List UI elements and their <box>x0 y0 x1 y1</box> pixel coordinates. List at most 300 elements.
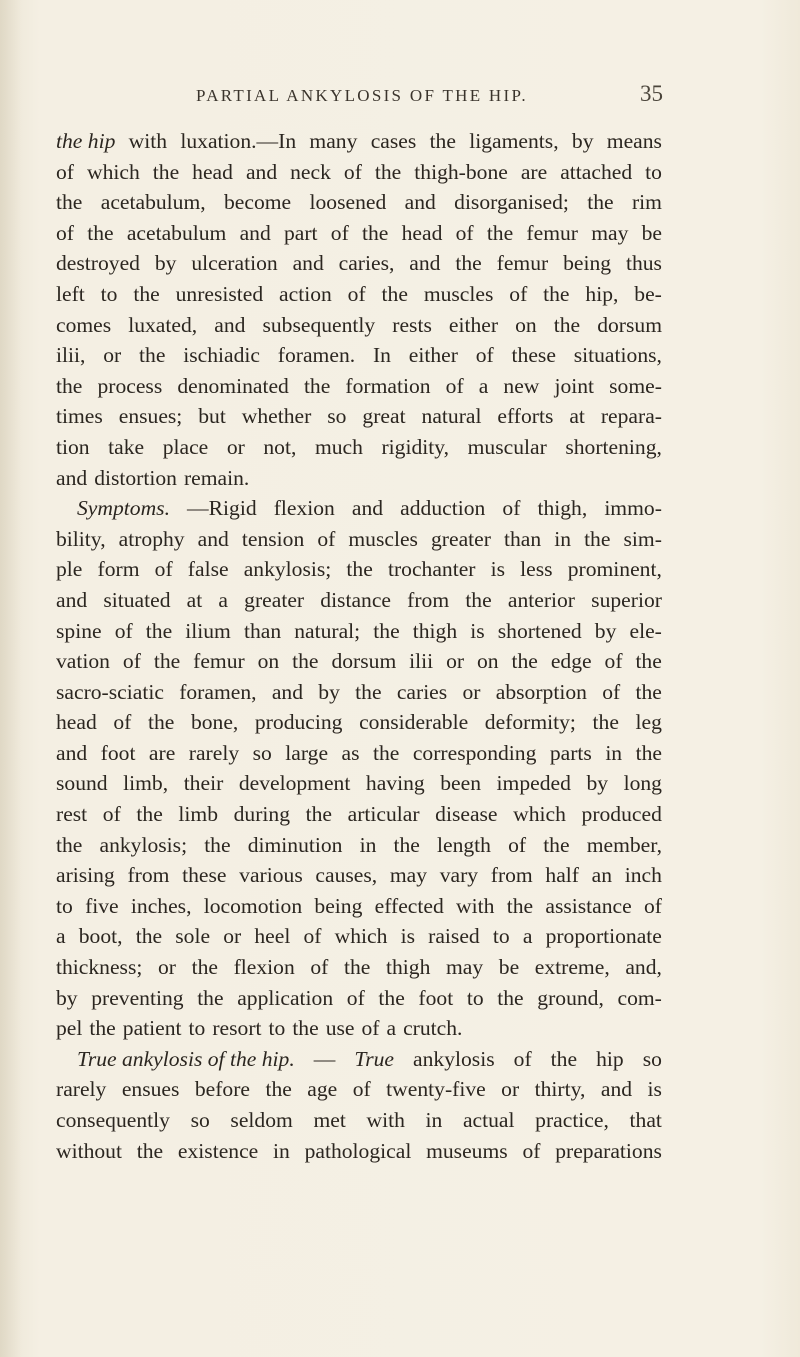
word: whether <box>241 404 312 429</box>
word: form <box>97 557 140 582</box>
word: of <box>56 220 74 245</box>
word: resort <box>212 1016 262 1041</box>
word: and <box>409 251 441 276</box>
word: greater <box>431 526 491 551</box>
italic-word: Symptoms. <box>77 496 170 521</box>
word: or <box>226 434 245 459</box>
word: sole <box>175 924 211 949</box>
italic-word: True <box>354 1046 394 1071</box>
word: of <box>513 1046 532 1071</box>
word: as <box>341 740 360 765</box>
word: thirty, <box>534 1077 586 1102</box>
word: ligaments, <box>469 129 559 153</box>
word: the <box>429 129 456 153</box>
word: bility, <box>56 526 106 551</box>
text-line <box>56 1136 662 1167</box>
word: the <box>145 618 173 643</box>
word: neck <box>290 159 331 184</box>
word: of <box>122 649 141 674</box>
word: foot <box>100 740 136 765</box>
word: remain. <box>183 465 250 490</box>
word: rests <box>392 312 432 337</box>
text-line <box>56 432 662 463</box>
word: the <box>147 710 175 735</box>
word: tion <box>56 434 90 459</box>
word: formation <box>345 373 431 398</box>
word: of <box>114 618 133 643</box>
word: the <box>543 281 570 306</box>
word: in <box>554 526 572 551</box>
word: on <box>257 649 280 674</box>
word: the <box>133 281 160 306</box>
text-line <box>56 983 662 1014</box>
word: bone, <box>190 710 239 735</box>
word: the <box>191 955 218 980</box>
word: raised <box>428 924 480 949</box>
word: existence <box>177 1138 259 1163</box>
word: and <box>197 526 229 551</box>
text-line <box>56 677 662 708</box>
word: that <box>629 1108 662 1132</box>
word: and <box>239 220 271 245</box>
word: of <box>347 281 366 306</box>
word: atrophy <box>118 526 185 551</box>
word: less <box>520 557 553 582</box>
word: repara- <box>600 404 662 429</box>
word: effected <box>374 893 444 918</box>
word: to <box>492 924 510 949</box>
word: or <box>223 924 242 949</box>
word: the <box>506 893 534 918</box>
word: being <box>314 893 363 918</box>
word: of <box>317 526 336 551</box>
word: the <box>635 649 662 674</box>
text-line <box>56 738 662 769</box>
text-line <box>56 493 662 524</box>
text-line <box>56 371 662 402</box>
word: luxated, <box>128 312 198 337</box>
word: and <box>292 251 324 276</box>
word: many <box>309 129 358 153</box>
word: com- <box>617 985 662 1010</box>
text-line <box>56 952 662 983</box>
word: articular <box>347 802 420 827</box>
word: five <box>85 893 119 918</box>
word: the <box>584 526 611 551</box>
word: become <box>224 190 292 215</box>
word: impeded <box>496 771 571 796</box>
word: denominated <box>177 373 289 398</box>
word: vation <box>56 649 110 674</box>
word: ensues <box>121 1077 180 1102</box>
text-line <box>56 585 662 616</box>
word: of <box>508 832 527 857</box>
word: luxation.—In <box>180 129 297 153</box>
word: boot, <box>78 924 123 949</box>
word: their <box>183 771 224 796</box>
word: great <box>362 404 406 429</box>
word: caries <box>396 679 448 704</box>
word: which <box>87 159 140 184</box>
page-gutter-shadow <box>0 0 22 1357</box>
word: the <box>355 679 382 704</box>
word: natural; <box>294 618 361 643</box>
word: of <box>445 373 464 398</box>
text-line <box>56 1044 662 1075</box>
word: the <box>362 220 389 245</box>
word: of <box>330 220 349 245</box>
word: during <box>233 802 290 827</box>
word: than <box>503 526 542 551</box>
word: so <box>327 404 347 429</box>
page-header <box>0 81 800 110</box>
word: or <box>462 679 481 704</box>
word: the <box>305 802 332 827</box>
word: to <box>56 893 73 918</box>
word: attached <box>560 159 633 184</box>
word: parts <box>549 740 592 765</box>
word: either <box>448 312 499 337</box>
word: so <box>642 1046 662 1071</box>
text-line <box>56 830 662 861</box>
word: flexion <box>233 955 295 980</box>
word: false <box>187 557 229 582</box>
word: is <box>470 618 485 643</box>
word: dorsum <box>331 649 397 674</box>
word: situated <box>103 587 171 612</box>
word: muscles <box>348 526 418 551</box>
running-title: PARTIAL ANKYLOSIS OF THE HIP. <box>196 86 528 105</box>
word: so <box>190 1108 210 1132</box>
word: these <box>511 343 556 368</box>
word: of <box>602 679 621 704</box>
word: in <box>425 1108 443 1132</box>
word: absorption <box>495 679 587 704</box>
word: heel <box>254 924 291 949</box>
word: preventing <box>91 985 184 1010</box>
word: ankylosis; <box>243 557 332 582</box>
word: much <box>314 434 363 459</box>
word: edge <box>550 649 592 674</box>
word: to <box>188 1016 206 1041</box>
word: the <box>381 281 408 306</box>
word: a <box>522 924 533 949</box>
word: corresponding <box>412 740 537 765</box>
word: by <box>318 679 340 704</box>
word: the <box>553 312 581 337</box>
word: various <box>239 863 303 888</box>
word: from <box>490 863 533 888</box>
text-line <box>56 554 662 585</box>
word: long <box>623 771 662 796</box>
word: the <box>465 587 492 612</box>
word: times <box>56 404 103 429</box>
word: may <box>389 863 428 888</box>
word: with <box>456 893 495 918</box>
word: the <box>56 373 83 398</box>
word: the <box>378 985 405 1010</box>
word: are <box>148 740 176 765</box>
word: by <box>571 129 594 153</box>
word: ilium <box>185 618 231 643</box>
word: ple <box>56 557 83 582</box>
word: cases <box>370 129 417 153</box>
word: ele- <box>629 618 662 643</box>
word: than <box>243 618 282 643</box>
page-number: 35 <box>640 81 663 106</box>
word: of <box>475 343 494 368</box>
word: preparations <box>555 1138 662 1163</box>
word: ulceration <box>191 251 278 276</box>
word: disease <box>435 802 498 827</box>
word: the <box>56 190 83 215</box>
word: an <box>591 863 613 888</box>
word: to <box>645 159 662 184</box>
word: of <box>343 159 362 184</box>
word: the <box>135 924 163 949</box>
word: and <box>600 1077 633 1102</box>
word: diminution <box>247 832 343 857</box>
word: rarely <box>56 1077 107 1102</box>
body-text <box>56 126 662 1166</box>
word: greater <box>244 587 305 612</box>
word: the <box>592 710 619 735</box>
word: is <box>490 557 506 582</box>
word: some- <box>609 373 662 398</box>
word: application <box>237 985 334 1010</box>
word: femur <box>193 649 245 674</box>
text-line <box>56 891 662 922</box>
word: of <box>346 985 365 1010</box>
word: the <box>292 1016 319 1041</box>
word: producing <box>254 710 343 735</box>
word: actual <box>462 1108 515 1132</box>
word: member, <box>586 832 662 857</box>
word: of <box>102 802 121 827</box>
word: rim <box>631 190 662 215</box>
word: ensues; <box>118 404 183 429</box>
word: and <box>404 190 436 215</box>
word: be- <box>634 281 662 306</box>
word: the <box>486 220 514 245</box>
word: shortened <box>497 618 582 643</box>
word: are <box>520 159 548 184</box>
word: the <box>346 557 373 582</box>
word: the <box>265 1077 292 1102</box>
word: comes <box>56 312 112 337</box>
word: thigh, <box>537 496 588 521</box>
word: part <box>283 220 318 245</box>
word: leg <box>635 710 662 735</box>
word: may <box>445 955 484 980</box>
word: of <box>455 220 474 245</box>
word: of <box>604 649 623 674</box>
word: consequently <box>56 1108 170 1132</box>
word: foramen, <box>179 679 257 704</box>
word: sound <box>56 771 108 796</box>
word: muscular <box>467 434 547 459</box>
word: thus <box>625 251 662 276</box>
text-line <box>56 1013 662 1044</box>
word: situations, <box>573 343 662 368</box>
word: the <box>153 649 181 674</box>
text-line <box>56 401 662 432</box>
word: be <box>498 955 520 980</box>
word: anterior <box>507 587 576 612</box>
word: hip, <box>585 281 619 306</box>
word: of <box>154 557 173 582</box>
word: the <box>587 190 614 215</box>
word: not, <box>263 434 297 459</box>
word: acetabulum <box>126 220 227 245</box>
word: proportionate <box>545 924 662 949</box>
word: or <box>157 955 176 980</box>
word: the <box>374 159 402 184</box>
word: subsequently <box>262 312 376 337</box>
word: distance <box>320 587 392 612</box>
word: process <box>97 373 163 398</box>
word: the <box>343 955 371 980</box>
word: immo- <box>604 496 662 521</box>
word: In <box>372 343 391 368</box>
text-line <box>56 248 662 279</box>
word: patient <box>122 1016 182 1041</box>
word: the <box>635 740 662 765</box>
word: destroyed <box>56 251 140 276</box>
word: the <box>543 832 570 857</box>
word: limb <box>178 802 218 827</box>
word: sacro-sciatic <box>56 679 164 704</box>
text-line <box>56 799 662 830</box>
word: the <box>511 649 538 674</box>
word: before <box>194 1077 250 1102</box>
word: the <box>139 343 166 368</box>
word: by <box>154 251 177 276</box>
word: sim- <box>623 526 662 551</box>
word: locomotion <box>203 893 303 918</box>
word: the <box>204 832 231 857</box>
word: of <box>113 710 132 735</box>
text-line <box>56 616 662 647</box>
word: rigidity, <box>381 434 450 459</box>
word: deformity; <box>484 710 576 735</box>
word: of <box>56 159 74 184</box>
text-line <box>56 157 662 188</box>
word: prominent, <box>567 557 662 582</box>
word: and <box>56 587 88 612</box>
word: either <box>408 343 458 368</box>
word: foot <box>418 985 454 1010</box>
word: distortion <box>94 465 177 490</box>
word: muscles <box>423 281 494 306</box>
text-line <box>56 218 662 249</box>
word: is <box>400 924 415 949</box>
word: thigh-bone <box>414 159 508 184</box>
word: use <box>325 1016 355 1041</box>
word: new <box>503 373 540 398</box>
word: in <box>273 1138 290 1163</box>
word: natural <box>421 404 482 429</box>
word: length <box>436 832 491 857</box>
word: assistance <box>545 893 632 918</box>
word: loosened <box>309 190 387 215</box>
word: and, <box>625 955 662 980</box>
word: museums <box>426 1138 508 1163</box>
word: the <box>393 832 420 857</box>
text-line <box>56 279 662 310</box>
word: but <box>198 404 226 429</box>
word: seldom <box>230 1108 293 1132</box>
word: a <box>386 1016 397 1041</box>
word: femur <box>526 220 578 245</box>
word: and <box>271 679 303 704</box>
word: by <box>56 985 78 1010</box>
word: to <box>466 985 484 1010</box>
word: half <box>545 863 579 888</box>
word: the <box>372 740 400 765</box>
word: ischiadic <box>183 343 260 368</box>
word: of <box>352 1077 371 1102</box>
word: causes, <box>315 863 378 888</box>
word: rarely <box>188 740 240 765</box>
word: efforts <box>497 404 554 429</box>
word: the <box>373 618 400 643</box>
word: or <box>501 1077 520 1102</box>
word: age <box>307 1077 338 1102</box>
word: which <box>513 802 566 827</box>
word: of <box>361 1016 380 1041</box>
text-line <box>56 707 662 738</box>
text-line <box>56 310 662 341</box>
word: a <box>218 587 229 612</box>
word: shortening, <box>565 434 662 459</box>
text-line <box>56 340 662 371</box>
word: a <box>478 373 489 398</box>
word: trochanter <box>387 557 476 582</box>
word: arising <box>56 863 115 888</box>
text-line <box>56 921 662 952</box>
word: produced <box>581 802 662 827</box>
word: from <box>127 863 170 888</box>
word: these <box>182 863 227 888</box>
word: rest <box>56 802 88 827</box>
word: or <box>446 649 465 674</box>
word: of <box>310 955 329 980</box>
word: with <box>128 129 168 153</box>
word: to <box>268 1016 286 1041</box>
word: ground, <box>537 985 604 1010</box>
word: joint <box>554 373 595 398</box>
word: is <box>647 1077 662 1102</box>
word: a <box>56 924 66 949</box>
word: of <box>522 1138 541 1163</box>
text-line <box>56 646 662 677</box>
italic-word: True ankylosis of the hip. <box>77 1046 295 1071</box>
word: —Rigid <box>187 496 257 521</box>
word: development <box>238 771 351 796</box>
word: superior <box>591 587 662 612</box>
word: ilii <box>409 649 434 674</box>
word: and <box>245 159 278 184</box>
word: at <box>569 404 585 429</box>
word: limb, <box>123 771 169 796</box>
text-line <box>56 524 662 555</box>
word: caries, <box>338 251 395 276</box>
word: thigh <box>412 618 458 643</box>
word: on <box>477 649 499 674</box>
word: being <box>563 251 612 276</box>
word: having <box>365 771 425 796</box>
